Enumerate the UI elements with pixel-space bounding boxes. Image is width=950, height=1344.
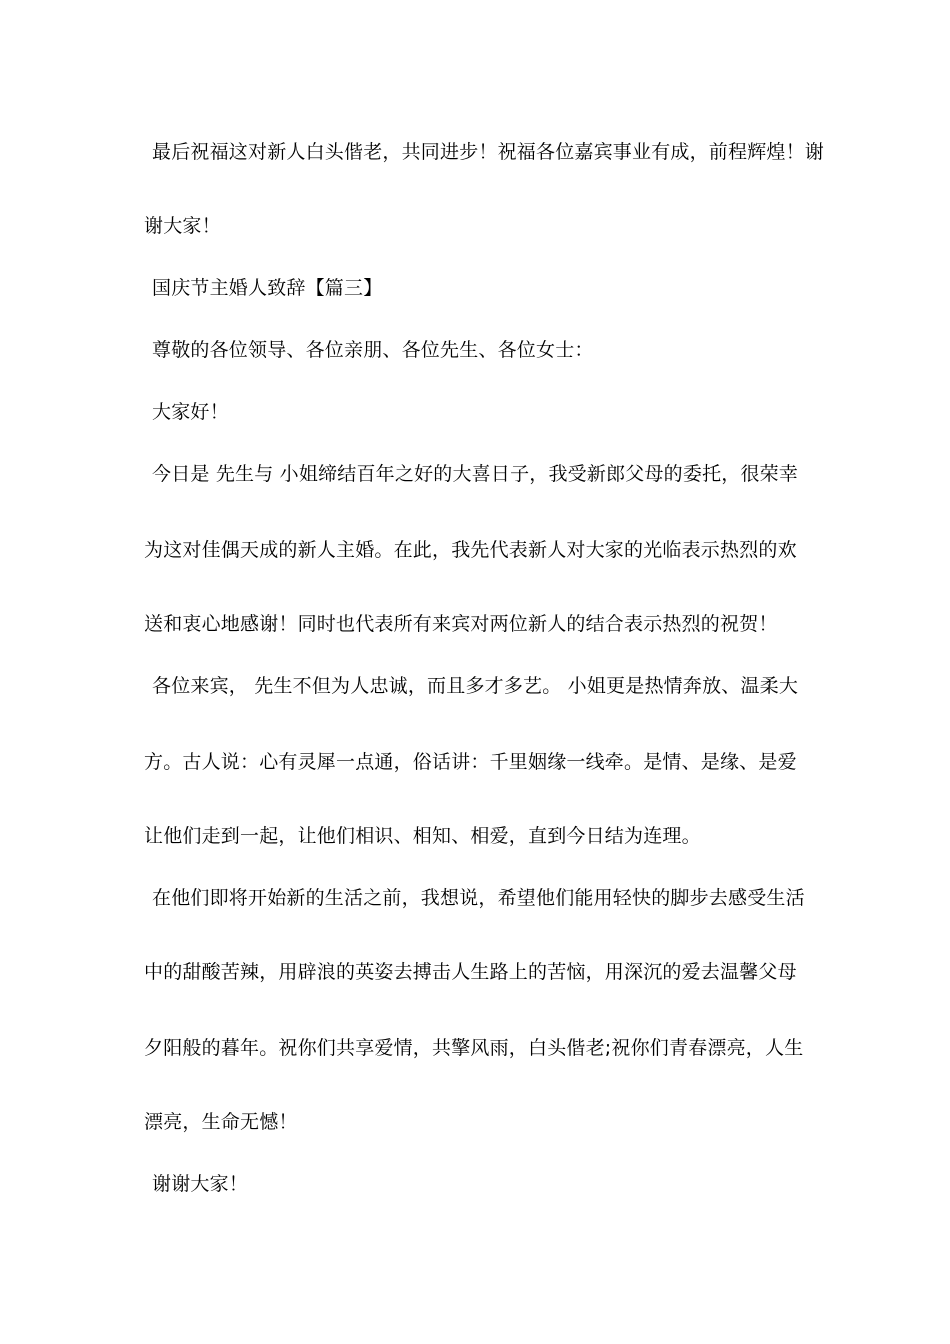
paragraph-line: 漂亮，生命无憾！: [144, 1111, 298, 1133]
salutation: 尊敬的各位领导、各位亲朋、各位先生、各位女士：: [152, 339, 594, 361]
paragraph-line: 让他们走到一起，让他们相识、相知、相爱，直到今日结为连理。: [144, 825, 701, 847]
paragraph-line: 最后祝福这对新人白头偕老，共同进步！祝福各位嘉宾事业有成，前程辉煌！谢: [152, 141, 825, 163]
paragraph-line: 各位来宾， 先生不但为人忠诚，而且多才多艺。 小姐更是热情奔放、温柔大: [152, 675, 799, 697]
closing-line: 谢谢大家！: [152, 1173, 249, 1195]
greeting: 大家好！: [152, 401, 229, 423]
section-heading: 国庆节主婚人致辞【篇三】: [152, 277, 383, 299]
paragraph-line: 在他们即将开始新的生活之前，我想说，希望他们能用轻快的脚步去感受生活: [152, 887, 805, 909]
paragraph-line: 方。古人说：心有灵犀一点通，俗话讲：千里姻缘一线牵。是情、是缘、是爱: [144, 751, 797, 773]
paragraph-line: 今日是 先生与 小姐缔结百年之好的大喜日子，我受新郎父母的委托，很荣幸: [152, 463, 799, 485]
paragraph-line: 谢大家！: [144, 215, 221, 237]
paragraph-line: 送和衷心地感谢！同时也代表所有来宾对两位新人的结合表示热烈的祝贺！: [144, 613, 778, 635]
paragraph-line: 中的甜酸苦辣，用辟浪的英姿去搏击人生路上的苦恼，用深沉的爱去温馨父母: [144, 961, 797, 983]
paragraph-line: 为这对佳偶天成的新人主婚。在此，我先代表新人对大家的光临表示热烈的欢: [144, 539, 797, 561]
paragraph-line: 夕阳般的暮年。祝你们共享爱情，共擎风雨，白头偕老;祝你们青春漂亮，人生: [144, 1037, 804, 1059]
